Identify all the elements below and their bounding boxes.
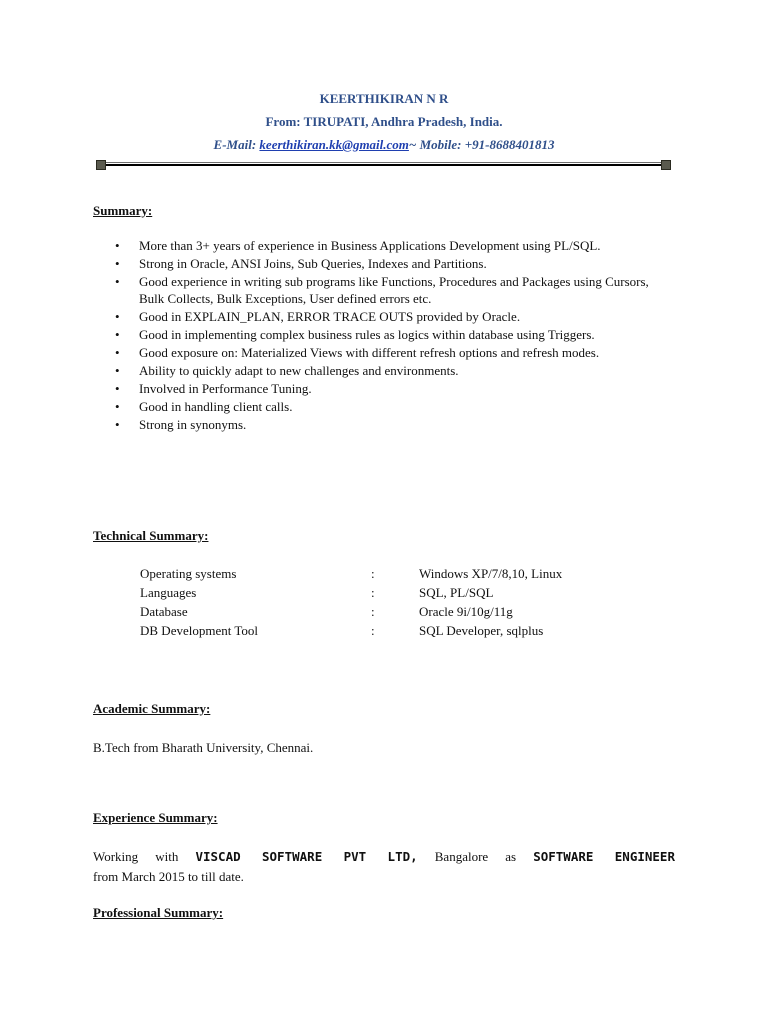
summary-item: • Good in handling client calls. (93, 398, 663, 415)
tech-separator: : (371, 566, 375, 581)
summary-item: • Strong in synonyms. (93, 416, 663, 433)
candidate-location: From: TIRUPATI, Andhra Pradesh, India. (265, 114, 503, 129)
tech-value: Oracle 9i/10g/11g (419, 604, 513, 619)
divider-right-cap (661, 160, 671, 170)
summary-item: • Good exposure on: Materialized Views with different refresh options and refresh modes. (93, 344, 663, 361)
academic-summary-heading: Academic Summary: (93, 701, 211, 716)
tech-separator: : (371, 585, 375, 600)
email-prefix: E-Mail: (213, 137, 260, 152)
tech-key: Operating systems (140, 566, 237, 581)
divider-thick-line (102, 164, 665, 166)
experience-line (93, 849, 675, 865)
divider-left-cap (96, 160, 106, 170)
mobile-text: ~ Mobile: +91-8688401813 (408, 137, 555, 152)
header-divider (96, 159, 671, 171)
email-link[interactable]: keerthikiran.kk@gmail.com (259, 137, 409, 152)
tech-key: Languages (140, 585, 197, 600)
tech-value: SQL, PL/SQL (419, 585, 494, 600)
technical-summary-heading: Technical Summary: (93, 528, 209, 543)
job-role: SOFTWARE ENGINEER (533, 849, 675, 864)
summary-item: • Strong in Oracle, ANSI Joins, Sub Queries, Indexes and Partitions. (93, 255, 663, 272)
tech-key: DB Development Tool (140, 623, 259, 638)
experience-text: Working with (93, 849, 196, 864)
experience-summary-heading: Experience Summary: (93, 810, 218, 825)
tech-value: Windows XP/7/8,10, Linux (419, 566, 563, 581)
experience-text: Bangalore as (417, 849, 534, 864)
summary-item: • Ability to quickly adapt to new challenges and environments. (93, 362, 663, 379)
summary-item: • Involved in Performance Tuning. (93, 380, 663, 397)
tech-separator: : (371, 604, 375, 619)
divider-thin-line (102, 162, 665, 163)
summary-heading: Summary: (93, 203, 153, 218)
tech-key: Database (140, 604, 188, 619)
summary-item: • Good experience in writing sub programs like Functions, Procedures and Packages using Cursors, Bulk Collects, Bulk Exceptions, User defined errors etc. (93, 273, 663, 307)
summary-item: • Good in implementing complex business rules as logics within database using Triggers. (93, 326, 663, 343)
summary-list (93, 237, 663, 434)
tech-value: SQL Developer, sqlplus (419, 623, 544, 638)
summary-item: • Good in EXPLAIN_PLAN, ERROR TRACE OUTS provided by Oracle. (93, 308, 663, 325)
company-name: VISCAD SOFTWARE PVT LTD, (195, 849, 418, 864)
tech-separator: : (371, 623, 375, 638)
summary-item: • More than 3+ years of experience in Business Applications Development using PL/SQL. (93, 237, 663, 254)
contact-line (0, 137, 768, 153)
candidate-name: KEERTHIKIRAN N R (319, 91, 449, 106)
professional-summary-heading: Professional Summary: (93, 905, 224, 920)
experience-dates: from March 2015 to till date. (93, 869, 244, 884)
academic-text: B.Tech from Bharath University, Chennai. (93, 740, 314, 755)
